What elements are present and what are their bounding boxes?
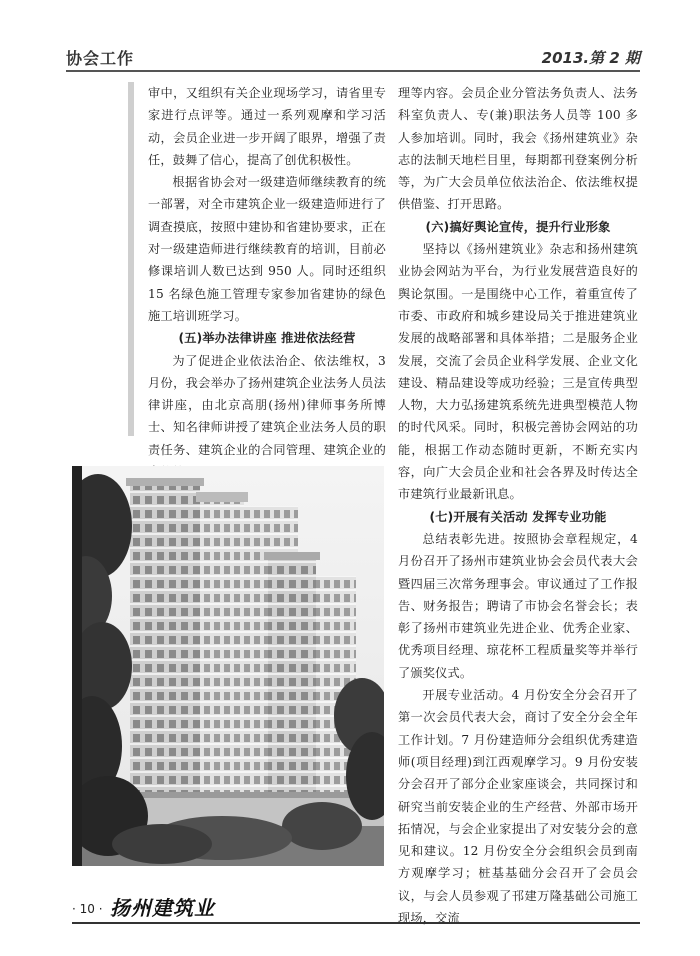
paragraph: 总结表彰先进。按照协会章程规定，4 月份召开了扬州市建筑业协会会员代表大会暨四届三次常务理事会。审议通过了工作报告、财务报告；聘请了市协会名誉会长；表彰了扬州市建筑业先进企业、优秀企业家、优秀项目经理、琼花杯工程质量奖等并举行了颁奖仪式。: [398, 531, 638, 680]
paragraph: 开展专业活动。4 月份安全分会召开了第一次会员代表大会，商讨了安全分会全年工作计划。7 月份建造师分会组织优秀建造师(项目经理)到江西观摩学习。9 月份安装分会召开了部分企业家座谈会，共同探讨和研究当前安装企业的生产经营、外部市场开拓情况，与会企业家提出了对安装分会的意见和建议。12 月份安全分会组织会员到南方观摩学习；桩基基础分会召开了会员会议，与会人员参观了邗建万隆基础公司施工现场，交流: [398, 688, 638, 925]
left-text-column: [148, 82, 386, 483]
paragraph: 理等内容。会员企业分管法务负责人、法务科室负责人、专(兼)职法务人员等 100 多人参加培训。同时，我会《扬州建筑业》杂志的法制天地栏目里，每期都刊登案例分析等，为广大会员单位依法治企、依法维权提供借鉴、打开思路。: [398, 86, 638, 212]
section-heading: (五)举办法律讲座 推进依法经营: [178, 331, 356, 346]
running-footer: [72, 898, 640, 924]
running-header: [66, 46, 640, 72]
high-rise-buildings-photo: [72, 466, 384, 866]
paragraph: 坚持以《扬州建筑业》杂志和扬州建筑业协会网站为平台，为行业发展营造良好的舆论氛围。一是围绕中心工作，着重宣传了市委、市政府和城乡建设局关于推进建筑业发展的战略部署和具体举措；二是服务企业发展，交流了会员企业科学发展、企业文化建设、精品建设等成功经验；三是宣传典型人物，大力弘扬建筑系统先进典型模范人物的时代风采。同时，积极完善协会网站的功能，根据工作动态随时更新，不断充实内容，向广大会员企业和社会各界及时传达全市建筑行业最新讯息。: [398, 242, 638, 502]
decorative-side-bar: [128, 82, 134, 436]
section-heading: (七)开展有关活动 发挥专业功能: [429, 509, 607, 524]
page-number: · 10 ·: [72, 902, 103, 916]
right-text-column: [398, 82, 638, 929]
paragraph: 为了促进企业依法治企、依法维权，3 月份，我会举办了扬州建筑企业法务人员法律讲座，由北京高朋(扬州)律师事务所博士、知名律师讲授了建筑企业法务人员的职责任务、建筑企业的合同管理、建筑企业的: [148, 353, 386, 457]
issue-number: 2013.第 2 期: [541, 49, 640, 67]
section-heading: (六)搞好舆论宣传，提升行业形象: [425, 219, 611, 234]
magazine-logo: 扬州建筑业: [110, 896, 215, 920]
section-title: 协会工作: [66, 49, 135, 68]
paragraph: 根据省协会对一级建造师继续教育的统一部署，对全市建筑企业一级建造师进行了调查摸底，按照中建协和省建协要求，正在对一级建造师进行继续教育的培训，目前必修课培训人数已达到 950 人。同时还组织 15 名绿色施工管理专家参加省建协的绿色施工培训班学习。: [148, 175, 386, 323]
paragraph: 审中，又组织有关企业现场学习，请省里专家进行点评等。通过一系列观摩和学习活动，会员企业进一步开阔了眼界，增强了责任，鼓舞了信心，提高了创优积极性。: [148, 86, 386, 167]
